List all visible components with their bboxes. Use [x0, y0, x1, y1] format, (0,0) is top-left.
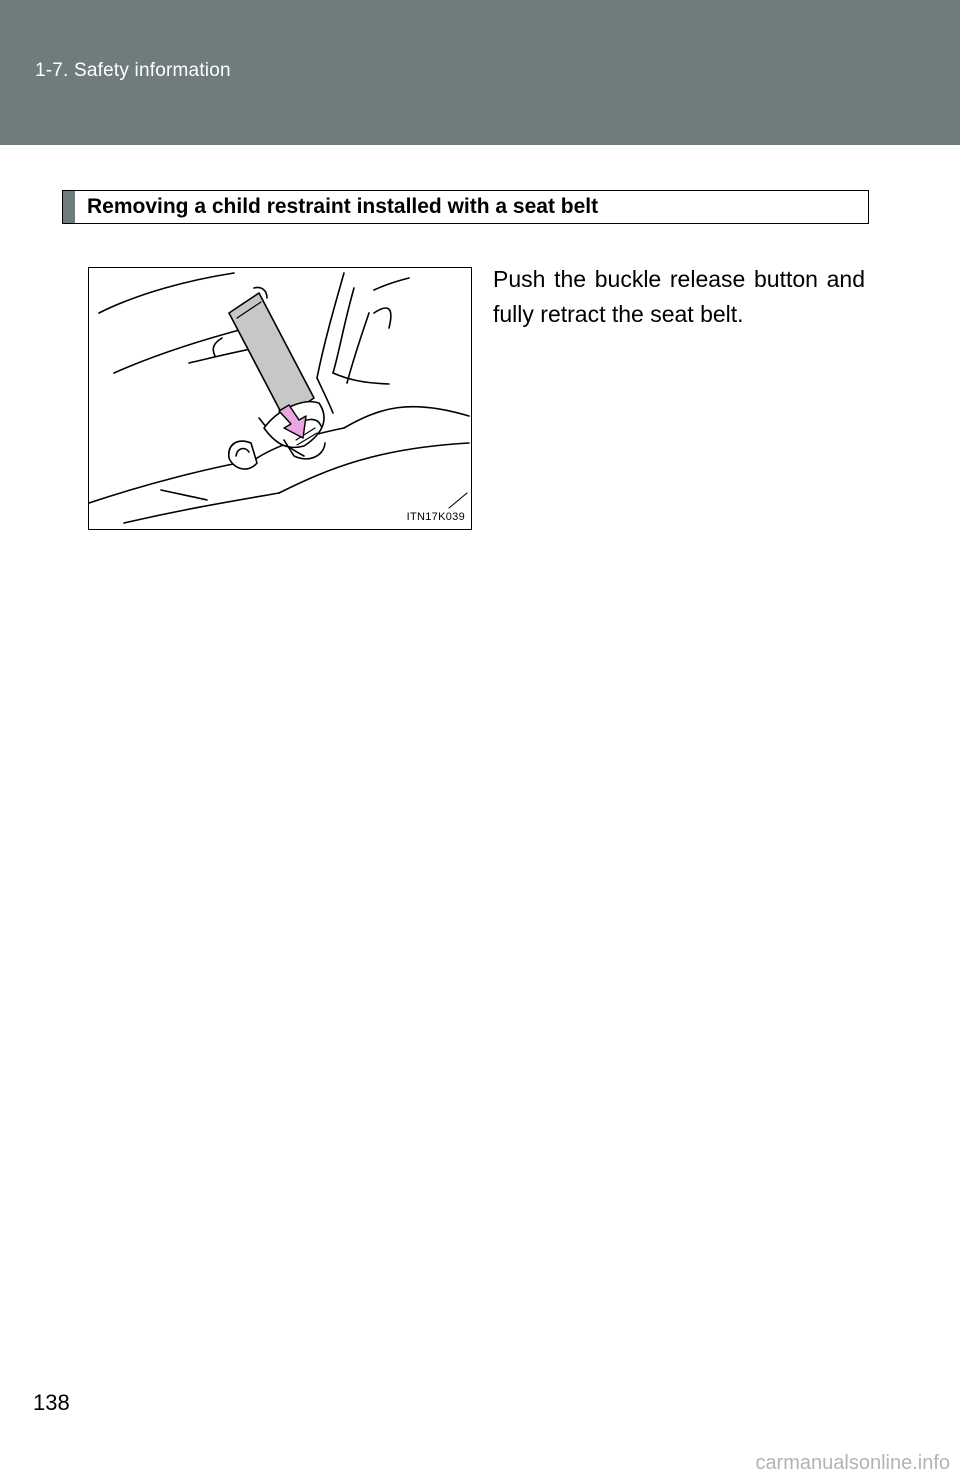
seat-belt-buckle-drawing — [89, 268, 471, 529]
seat-belt-illustration — [88, 267, 472, 530]
page-number: 138 — [33, 1390, 70, 1415]
section-label: 1-7. Safety information — [35, 60, 231, 81]
heading-bar — [63, 191, 75, 223]
header-band — [0, 0, 960, 145]
watermark: carmanualsonline.info — [755, 1452, 950, 1474]
section-heading — [62, 190, 869, 224]
heading-title: Removing a child restraint installed with a seat belt — [87, 195, 599, 218]
illustration-code: ITN17K039 — [406, 511, 465, 523]
instruction-text: Push the buckle release button and fully retract the seat belt. — [493, 266, 865, 327]
